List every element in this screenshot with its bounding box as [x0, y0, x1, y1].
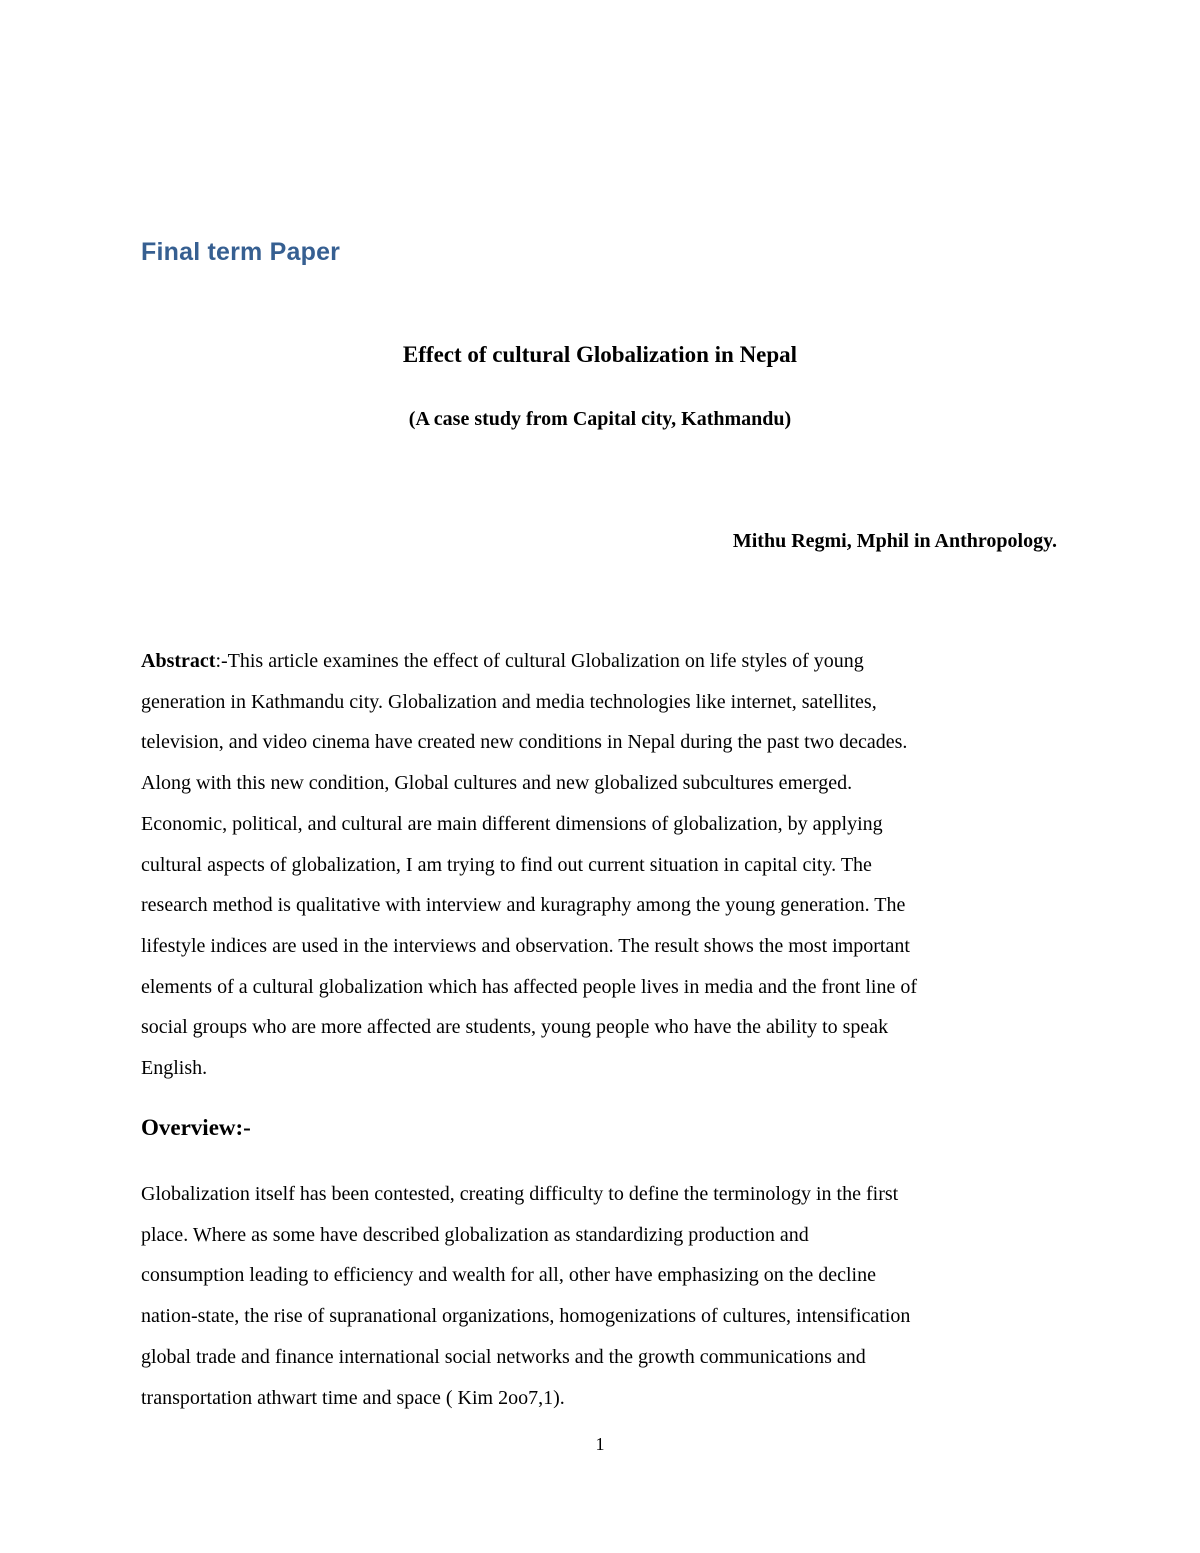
- overview-paragraph: [141, 1174, 1061, 1418]
- paper-subtitle: (A case study from Capital city, Kathmandu): [408, 408, 792, 430]
- overview-line: transportation athwart time and space ( Kim 2oo7,1).: [141, 1386, 565, 1409]
- abstract-line: elements of a cultural globalization which has affected people lives in media and the front line of: [141, 975, 918, 998]
- abstract-label: Abstract: [141, 650, 216, 672]
- abstract-line: English.: [141, 1057, 208, 1080]
- abstract-paragraph: [141, 641, 1061, 1089]
- overview-heading: Overview:-: [141, 1115, 251, 1140]
- author-line: Mithu Regmi, Mphil in Anthropology.: [732, 530, 1057, 552]
- abstract-line: Along with this new condition, Global cultures and new globalized subcultures emerged.: [141, 772, 853, 795]
- abstract-line: generation in Kathmandu city. Globalization and media technologies like internet, satellites,: [141, 690, 877, 713]
- abstract-line: cultural aspects of globalization, I am trying to find out current situation in capital city. The: [141, 853, 872, 876]
- paper-title: Effect of cultural Globalization in Nepal: [402, 342, 798, 367]
- overview-line: global trade and finance international social networks and the growth communications and: [141, 1345, 866, 1368]
- overview-line: Globalization itself has been contested, creating difficulty to define the terminology in the first: [141, 1183, 899, 1205]
- overview-line: place. Where as some have described globalization as standardizing production and: [141, 1223, 809, 1246]
- abstract-line: lifestyle indices are used in the interviews and observation. The result shows the most important: [141, 934, 910, 957]
- abstract-line: research method is qualitative with interview and kuragraphy among the young generation. The: [141, 894, 906, 917]
- section-label: Final term Paper: [141, 238, 341, 266]
- overview-line: nation-state, the rise of supranational organizations, homogenizations of cultures, intensification: [141, 1305, 911, 1328]
- overview-line: consumption leading to efficiency and wealth for all, other have emphasizing on the decline: [141, 1264, 876, 1287]
- abstract-line: Economic, political, and cultural are main different dimensions of globalization, by applying: [141, 812, 883, 835]
- page-number: 1: [595, 1434, 605, 1454]
- abstract-text: :-This article examines the effect of cultural Globalization on life styles of young: [215, 650, 864, 672]
- abstract-line: social groups who are more affected are students, young people who have the ability to speak: [141, 1016, 889, 1039]
- abstract-line: television, and video cinema have created new conditions in Nepal during the past two decades.: [141, 731, 908, 754]
- abstract-line: [141, 641, 1061, 682]
